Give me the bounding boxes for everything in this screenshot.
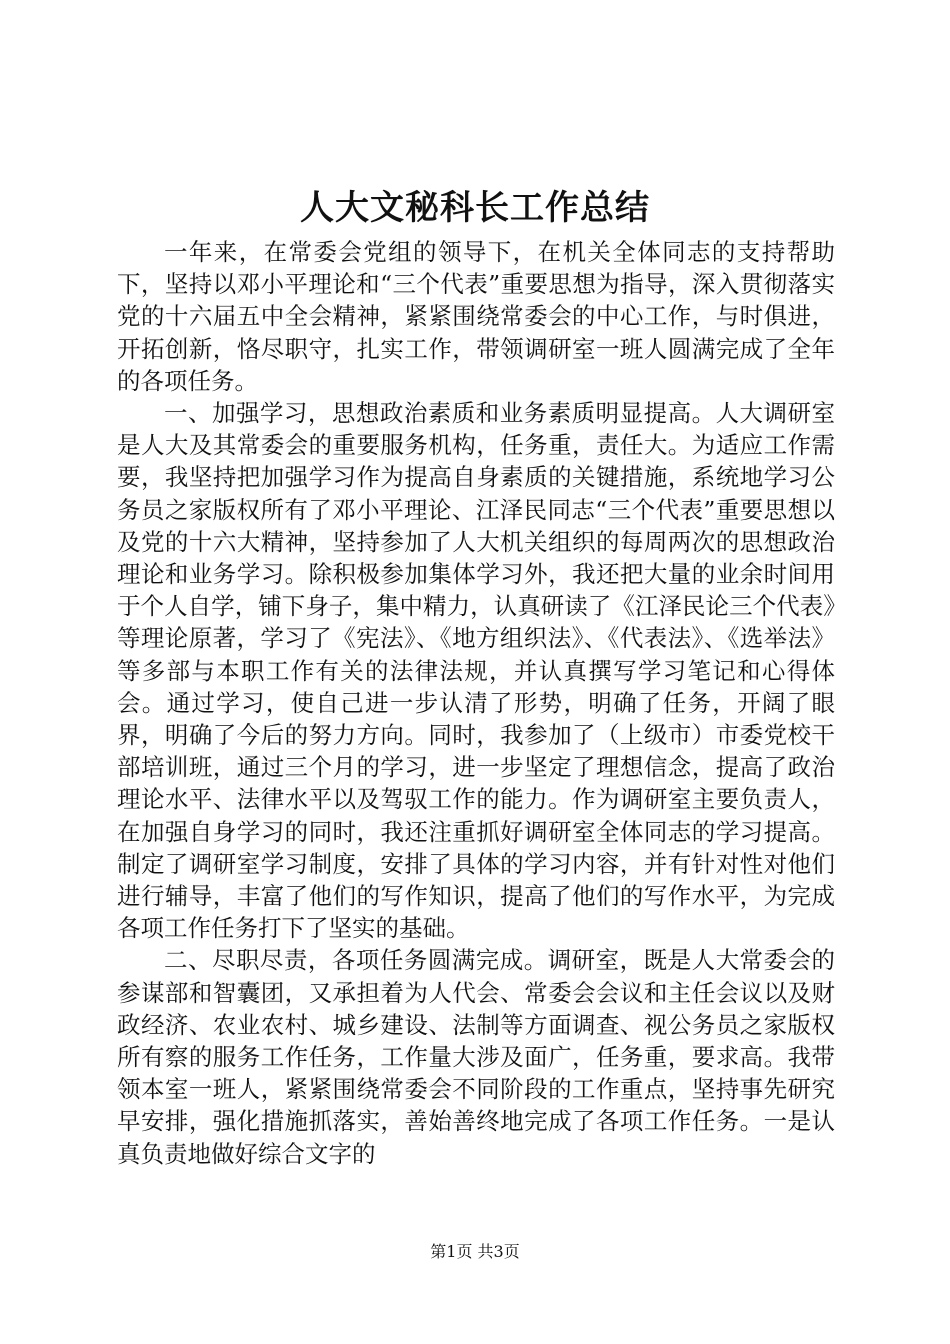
document-title: 人大文秘科长工作总结	[300, 188, 650, 228]
paragraph-duties: 二、尽职尽责，各项任务圆满完成。调研室，既是人大常委会的参谋部和智囊团，又承担着为人代会、常委会会议和主任会议以及财政经济、农业农村、城乡建设、法制等方面调查、视公务员之家版权所有察的服务工作任务，工作量大涉及面广，任务重，要求高。我带领本室一班人，紧紧围绕常委会不同阶段的工作重点，坚持事先研究早安排，强化措施抓落实，善始善终地完成了各项工作任务。一是认真负责地做好综合文字的	[117, 946, 835, 1168]
page-number-footer: 第1页 共3页	[430, 1242, 520, 1261]
document-body	[117, 236, 835, 1170]
paragraph-study: 一、加强学习，思想政治素质和业务素质明显提高。人大调研室是人大及其常委会的重要服务机构，任务重，责任大。为适应工作需要，我坚持把加强学习作为提高自身素质的关键措施，系统地学习公务员之家版权所有了邓小平理论、江泽民同志“三个代表”重要思想以及党的十六大精神，坚持参加了人大机关组织的每周两次的思想政治理论和业务学习。除积极参加集体学习外，我还把大量的业余时间用于个人自学，铺下身子，集中精力，认真研读了《江泽民论三个代表》等理论原著，学习了《宪法》、《地方组织法》、《代表法》、《选举法》等多部与本职工作有关的法律法规，并认真撰写学习笔记和心得体会。通过学习，使自己进一步认清了形势，明确了任务，开阔了眼界，明确了今后的努力方向。同时，我参加了（上级市）市委党校干部培训班，通过三个月的学习，进一步坚定了理想信念，提高了政治理论水平、法律水平以及驾驭工作的能力。作为调研室主要负责人，在加强自身学习的同时，我还注重抓好调研室全体同志的学习提高。制定了调研室学习制度，安排了具体的学习内容，并有针对性对他们进行辅导，丰富了他们的写作知识，提高了他们的写作水平，为完成各项工作任务打下了坚实的基础。	[117, 399, 835, 943]
paragraph-intro: 一年来，在常委会党组的领导下，在机关全体同志的支持帮助下，坚持以邓小平理论和“三个代表”重要思想为指导，深入贯彻落实党的十六届五中全会精神，紧紧围绕常委会的中心工作，与时俱进，开拓创新，恪尽职守，扎实工作，带领调研室一班人圆满完成了全年的各项任务。	[117, 238, 835, 395]
